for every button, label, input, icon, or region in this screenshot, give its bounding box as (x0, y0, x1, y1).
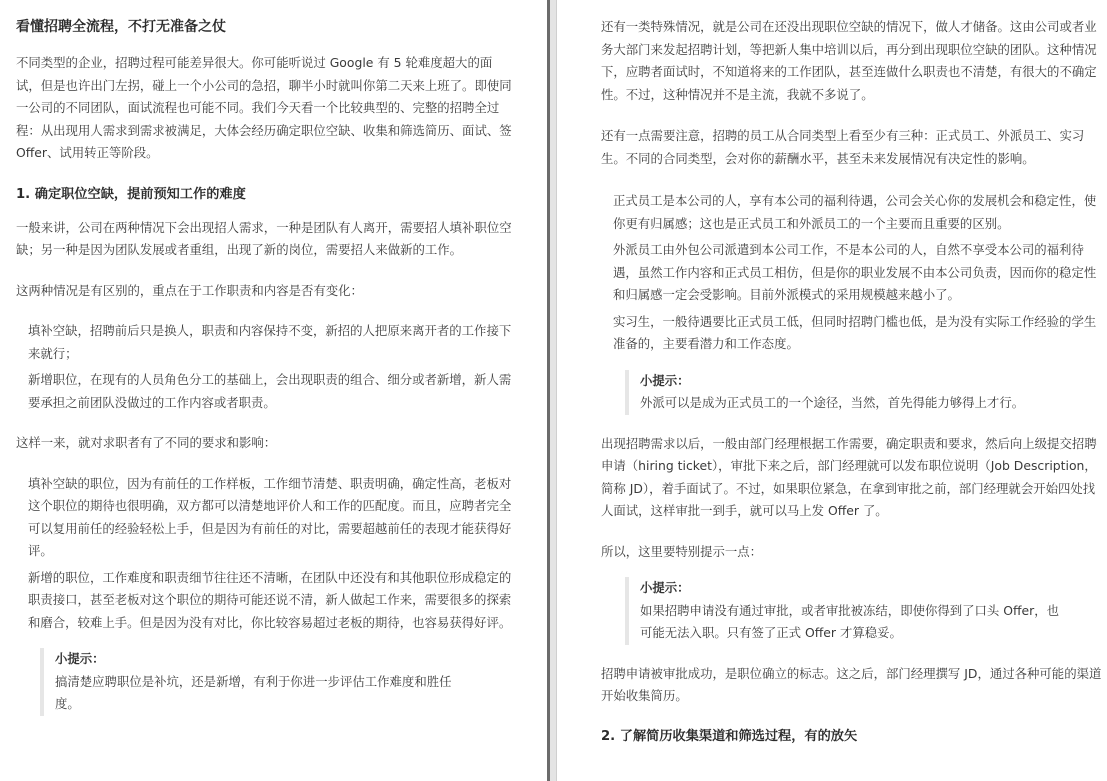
tip-block-2 (625, 370, 1104, 415)
article-title: 看懂招聘全流程，不打无准备之仗 (16, 19, 226, 35)
tip-2-title: 小提示： (640, 372, 690, 388)
hiring-ticket-paragraph: 出现招聘需求以后，一般由部门经理根据工作需要，确定职责和要求，然后向上级提交招聘申请（hiring ticket），审批下来之后，部门经理就可以发布职位说明（Job Description，简称 JD），着手面试了。不过，如果职位紧急，在拿到审批之前，部门经理就会开始四处找人面试，这样审批一到手，就可以马上发 Offer 了。 (601, 435, 1097, 518)
bullet-outsourced: 外派员工由外包公司派遣到本公司工作，不是本公司的人，自然不享受本公司的福利待遇，虽然工作内容和正式员工相仿，但是你的职业发展不由本公司负责，因而你的稳定性和归属感一定会受影响。目前外派模式的采用规模越来越小了。 (613, 242, 1097, 302)
tip-3-text: 如果招聘申请没有通过审批，或者审批被冻结，即使你得到了口头 Offer，也可能无法入职。只有签了正式 Offer 才算稳妥。 (640, 602, 1060, 640)
intro-paragraph: 不同类型的企业，招聘过程可能差异很大。你可能听说过 Google 有 5 轮难度超大的面试，但是也许出门左拐，碰上一个小公司的急招，聊半小时就叫你第二天来上班了。即使同一公司的不同团队，面试流程也可能不同。我们今天看一个比较典型的、完整的招聘全过程：从出现用人需求到需求被满足，大体会经历确定职位空缺、收集和筛选简历、面试、签 Offer、试用转正等阶段。 (16, 55, 512, 160)
tip-1-title: 小提示： (55, 651, 105, 666)
s1-paragraph-1: 一般来讲，公司在两种情况下会出现招人需求，一种是团队有人离开，需要招人填补职位空缺；另一种是因为团队发展或者重组，出现了新的岗位，需要招人来做新的工作。 (16, 219, 512, 257)
left-page (0, 0, 547, 781)
s1-bullet-new-position: 新增职位，在现有的人员角色分工的基础上，会出现职责的组合、细分或者新增，新人需要承担之前团队没做过的工作内容或者职责。 (28, 372, 512, 410)
right-page (557, 0, 1107, 781)
approval-paragraph: 招聘申请被审批成功，是职位确立的标志。这之后，部门经理撰写 JD，通过各种可能的渠道开始收集简历。 (601, 665, 1102, 703)
s1-bullet-fill-vacancy: 填补空缺，招聘前后只是换人，职责和内容保持不变，新招的人把原来离开者的工作接下来就行； (28, 323, 512, 361)
tip-block-3 (625, 577, 1064, 645)
tip-1-text: 搞清楚应聘职位是补坑，还是新增，有利于你进一步评估工作难度和胜任度。 (55, 673, 452, 711)
section-1-heading: 1. 确定职位空缺，提前预知工作的难度 (16, 186, 246, 202)
tip-block-1 (40, 648, 476, 716)
talent-reserve-paragraph: 还有一类特殊情况，就是公司在还没出现职位空缺的情况下，做人才储备。这由公司或者业务大部门来发起招聘计划，等把新人集中培训以后，再分到出现职位空缺的团队。这种情况下，应聘者面试时，不知道将来的工作团队，甚至连做什么职责也不清楚，有很大的不确定性。不过，这种情况并不是主流，我就不多说了。 (601, 19, 1097, 102)
s1-paragraph-2: 这两种情况是有区别的，重点在于工作职责和内容是否有变化： (16, 282, 363, 298)
bullet-intern: 实习生，一般待遇要比正式员工低，但同时招聘门槛也低，是为没有实际工作经验的学生准备的，主要看潜力和工作态度。 (613, 313, 1097, 351)
page-divider (547, 0, 557, 781)
tip-3-title: 小提示： (640, 580, 690, 595)
left-page-content (16, 16, 516, 716)
bullet-full-time: 正式员工是本公司的人，享有本公司的福利待遇，公司会关心你的发展机会和稳定性，使你更有归属感；这也是正式员工和外派员工的一个主要而且重要的区别。 (613, 193, 1097, 231)
right-page-content (601, 16, 1104, 748)
s1-bullet-fill-impact: 填补空缺的职位，因为有前任的工作样板，工作细节清楚、职责明确，确定性高，老板对这个职位的期待也很明确，双方都可以清楚地评价人和工作的匹配度。而且，应聘者完全可以复用前任的经验轻松上手，但是因为有前任的对比，需要超越前任的表现才能获得好评。 (28, 475, 512, 558)
s1-paragraph-3: 这样一来，就对求职者有了不同的要求和影响： (16, 435, 277, 450)
s1-bullet-new-impact: 新增的职位，工作难度和职责细节往往还不清晰，在团队中还没有和其他职位形成稳定的职责接口，甚至老板对这个职位的期待可能还说不清，新人做起工作来，需要很多的探索和磨合，较难上手。但是因为没有对比，你比较容易超过老板的期待，也容易获得好评。 (28, 569, 512, 630)
contract-types-paragraph: 还有一点需要注意，招聘的员工从合同类型上看至少有三种：正式员工、外派员工、实习生。不同的合同类型，会对你的薪酬水平，甚至未来发展情况有决定性的影响。 (601, 128, 1085, 166)
section-2-heading: 2. 了解简历收集渠道和筛选过程，有的放矢 (601, 728, 858, 744)
special-note-paragraph: 所以，这里要特别提示一点： (601, 543, 763, 559)
tip-2-text: 外派可以是成为正式员工的一个途径，当然，首先得能力够得上才行。 (640, 395, 1025, 410)
